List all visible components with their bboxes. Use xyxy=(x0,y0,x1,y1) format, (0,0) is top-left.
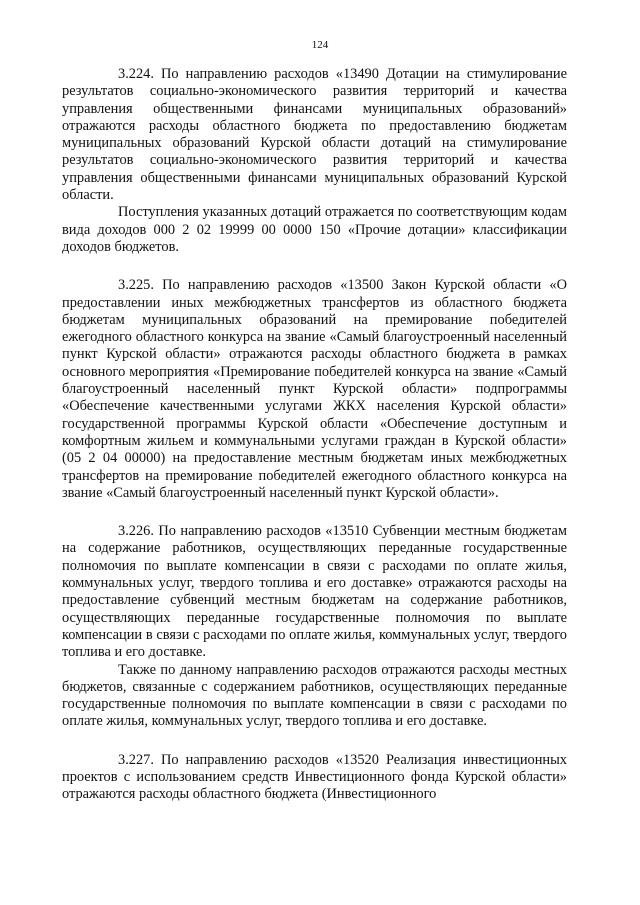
section-spacer xyxy=(62,731,567,752)
paragraph-3-226-local: Также по данному направлению расходов отражаются расходы местных бюджетов, связанные с содержанием работников, осуществляющих переданные государственные полномочия по выплате компенсации в связи с расходами по оплате жилья, коммунальных услуг, твердого топлива и его доставке. xyxy=(62,661,567,730)
section-3-225 xyxy=(62,277,567,502)
section-spacer xyxy=(62,256,567,277)
paragraph-3-227-main: 3.227. По направлению расходов «13520 Реализация инвестиционных проектов с использованием средств Инвестиционного фонда Курской области» отражаются расходы областного бюджета (Инвестиционного xyxy=(62,751,567,803)
section-3-227 xyxy=(62,752,567,804)
paragraph-3-224-income: Поступления указанных дотаций отражается по соответствующим кодам вида доходов 000 2 02 19999 00 0000 150 «Прочие дотации» классификации доходов бюджетов. xyxy=(62,204,567,255)
page-number: 124 xyxy=(311,39,329,51)
paragraph-3-225-main: 3.225. По направлению расходов «13500 Закон Курской области «О предоставлении иных межбюджетных трансфертов из областного бюджета бюджетам муниципальных образований на премирование победителей ежегодного областного конкурса на звание «Самый благоустроенный населенный пункт Курской области» отражаются расходы областного бюджета в рамках основного мероприятия «Премирование победителей конкурса на звание «Самый благоустроенный населенный пункт Курской области» подпрограммы «Обеспечение качественными услугами ЖКХ населения Курской области» государственной программы Курской области «Обеспечение доступным и комфортным жильем и коммунальными услугами граждан в Курской области» (05 2 04 00000) на предоставление местным бюджетам иных межбюджетных трансфертов на премирование победителей ежегодного областного конкурса на звание «Самый благоустроенный населенный пункт Курской области». xyxy=(62,277,567,501)
section-3-224 xyxy=(62,66,567,256)
paragraph-3-224-main: 3.224. По направлению расходов «13490 Дотации на стимулирование результатов социально-экономического развития территорий и качества управления общественными финансами муниципальных образований» отражаются расходы областного бюджета по предоставлению бюджетам муниципальных образований Курской области дотаций на стимулирование результатов социально-экономического развития территорий и качества управления общественными финансами муниципальных образований Курской области. xyxy=(62,66,567,204)
document-body xyxy=(62,66,567,804)
section-spacer xyxy=(62,502,567,523)
section-3-226 xyxy=(62,523,567,731)
paragraph-3-226-main: 3.226. По направлению расходов «13510 Субвенции местным бюджетам на содержание работников, осуществляющих переданные государственные полномочия по выплате компенсации в связи с расходами по оплате жилья, коммунальных услуг, твердого топлива и его доставке» отражаются расходы на предоставление субвенций местным бюджетам на содержание работников, осуществляющих переданные государственные полномочия по выплате компенсации в связи с расходами по оплате жилья, коммунальных услуг, твердого топлива и его доставке. xyxy=(62,523,567,661)
